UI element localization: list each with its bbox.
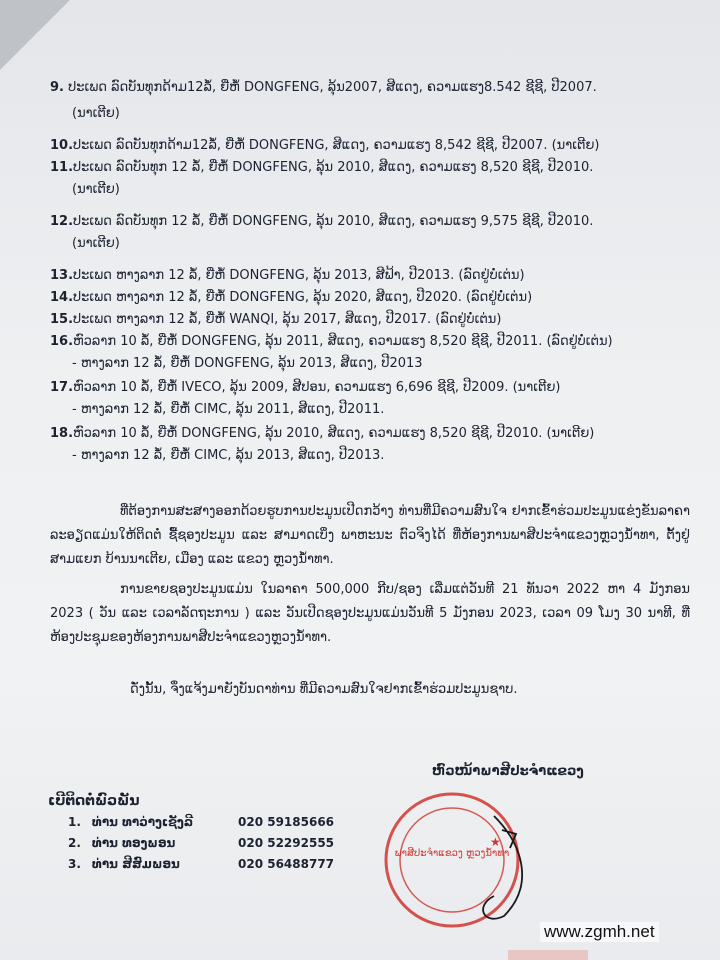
list-item: - ຫາງລາກ 12 ລໍ້, ຍີ່ຫໍ້ CIMC, ລຸ້ນ 2013, ສີແດງ, ປີ2013. — [72, 448, 385, 463]
phone-number: 020 59185666 — [238, 815, 335, 829]
description-paragraph: ທີ່ຕ້ອງການສະສາງອອກດ້ວຍຮູບການປະມູນເປີດກວ້າງ ທ່ານທີ່ມີຄວາມສົນໃຈ ຢາກເຂົ້າຮ່ວມປະມູນແຂ່ງຂັນລາຄາ ລະອຽດແມ່ນໃຫ້ຕິດຕໍ່ ຊື້ຊອງປະມູນ ແລະ ສາມາດເບິ່ງ ພາຫະນະ ຕົວຈິງໄດ້ ທີ່ຫ້ອງການພາສີປະຈໍາແຂວງຫຼວງນໍ້າທາ, ຕັ້ງຢູ່ ສາມແຍກ ບ້ານນາເຕີຍ, ເມືອງ ແລະ ແຂວງ ຫຼວງນໍ້າທາ. — [50, 504, 690, 567]
list-item: 9. ປະເພດ ລົດບັນທຸກດ້າມ12ລໍ້, ຍີ່ຫໍ້ DONGFENG, ລຸ້ນ2007, ສີແດງ, ຄວາມແຮງ8.542 ຊີຊີ, ປີ2007. — [50, 80, 597, 95]
list-item: 17.ຫົວລາກ 10 ລໍ້, ຍີ່ຫໍ້ IVECO, ລຸ້ນ 2009, ສີປອນ, ຄວາມແຮງ 6,696 ຊີຊີ, ປີ2009. (ນາເຕີຍ) — [50, 380, 561, 395]
contact-row: 2. ທ່ານ ທອງພອນ 020 52292555 — [68, 833, 368, 854]
stamp-residue — [508, 950, 588, 960]
stamp-inner-ring — [400, 808, 504, 912]
watermark: www.zgmh.net — [540, 922, 659, 942]
list-item: (ນາເຕີຍ) — [72, 106, 120, 121]
list-item: - ຫາງລາກ 12 ລໍ້, ຍີ່ຫໍ້ DONGFENG, ລຸ້ນ 2013, ສີແດງ, ປີ2013 — [72, 356, 423, 371]
signatory-title: ຫົວໜ້າພາສີປະຈໍາແຂວງ — [432, 764, 584, 779]
contact-heading: ເບີຕິດຕໍ່ພົວພັນ — [48, 793, 140, 809]
list-item: - ຫາງລາກ 12 ລໍ້, ຍີ່ຫໍ້ CIMC, ລຸ້ນ 2011, ສີແດງ, ປີ2011. — [72, 402, 385, 417]
closing-sentence: ດັ່ງນັ້ນ, ຈຶ່ງແຈ້ງມາຍັງບັນດາທ່ານ ທີ່ມີຄວາມສົນໃຈຢາກເຂົ້າຮ່ວມປະມູນຊາບ. — [130, 682, 518, 697]
official-stamp — [374, 776, 554, 936]
list-item: 12.ປະເພດ ລົດບັນທຸກ 12 ລໍ້, ຍີ່ຫໍ້ DONGFENG, ລຸ້ນ 2010, ສີແດງ, ຄວາມແຮງ 9,575 ຊີຊີ, ປີ2010. — [50, 214, 594, 229]
phone-number: 020 56488777 — [238, 857, 335, 871]
sale-paragraph: ການຂາຍຊອງປະມູນແມ່ນ ໃນລາຄາ 500,000 ກີບ/ຊອງ ເລີ່ມແຕ່ວັນທີ 21 ທັນວາ 2022 ຫາ 4 ມັງກອນ 2023 ( ວັນ ແລະ ເວລາລັດຖະການ ) ແລະ ວັນເປີດຊອງປະມູນແມ່ນວັນທີ 5 ມັງກອນ 2023, ເວລາ 09 ໂມງ 30 ນາທີ, ທີ່ຫ້ອງປະຊຸມຂອງຫ້ອງການພາສີປະຈໍາແຂວງຫຼວງນໍ້າທາ. — [50, 582, 690, 645]
stamp-text: ພາສີປະຈໍາແຂວງ ຫຼວງນໍ້າທາ — [394, 848, 510, 859]
list-item: (ນາເຕີຍ) — [72, 182, 120, 197]
folded-corner — [0, 0, 70, 70]
contact-row: 1. ທ່ານ ທາວ່າງເຊັງລີ 020 59185666 — [68, 812, 368, 833]
phone-number: 020 52292555 — [238, 836, 335, 850]
list-item: 16.ຫົວລາກ 10 ລໍ້, ຍີ່ຫໍ້ DONGFENG, ລຸ້ນ 2011, ສີແດງ, ຄວາມແຮງ 8,520 ຊີຊີ, ປີ2011. (ລົດຢູ່ບໍ່ເຕ່ນ) — [50, 334, 613, 349]
list-item: 13.ປະເພດ ຫາງລາກ 12 ລໍ້, ຍີ່ຫໍ້ DONGFENG, ລຸ້ນ 2013, ສີຟ້າ, ປີ2013. (ລົດຢູ່ບໍ່ເຕ່ນ) — [50, 268, 525, 283]
list-item: (ນາເຕີຍ) — [72, 236, 120, 251]
list-item: 10.ປະເພດ ລົດບັນທຸກດ້າມ12ລໍ້, ຍີ່ຫໍ້ DONGFENG, ສີແດງ, ຄວາມແຮງ 8,542 ຊີຊີ, ປີ2007. (ນາເຕີຍ) — [50, 138, 600, 153]
list-item: 14.ປະເພດ ຫາງລາກ 12 ລໍ້, ຍີ່ຫໍ້ DONGFENG, ລຸ້ນ 2020, ສີແດງ, ປີ2020. (ລົດຢູ່ບໍ່ເຕ່ນ) — [50, 290, 533, 305]
contact-list — [68, 812, 368, 875]
contact-row: 3. ທ່ານ ສີສົມພອນ 020 56488777 — [68, 854, 368, 875]
stamp-ring — [386, 794, 518, 926]
list-item: 15.ປະເພດ ຫາງລາກ 12 ລໍ້, ຍີ່ຫໍ້ WANQI, ລຸ້ນ 2017, ສີແດງ, ປີ2017. (ລົດຢູ່ບໍ່ເຕ່ນ) — [50, 312, 502, 327]
stamp-star: ★ — [490, 835, 501, 849]
list-item: 11.ປະເພດ ລົດບັນທຸກ 12 ລໍ້, ຍີ່ຫໍ້ DONGFENG, ລຸ້ນ 2010, ສີແດງ, ຄວາມແຮງ 8,520 ຊີຊີ, ປີ2010. — [50, 160, 594, 175]
list-item: 18.ຫົວລາກ 10 ລໍ້, ຍີ່ຫໍ້ DONGFENG, ລຸ້ນ 2010, ສີແດງ, ຄວາມແຮງ 8,520 ຊີຊີ, ປີ2010. (ນາເຕີຍ) — [50, 426, 595, 441]
item-list — [50, 78, 690, 463]
